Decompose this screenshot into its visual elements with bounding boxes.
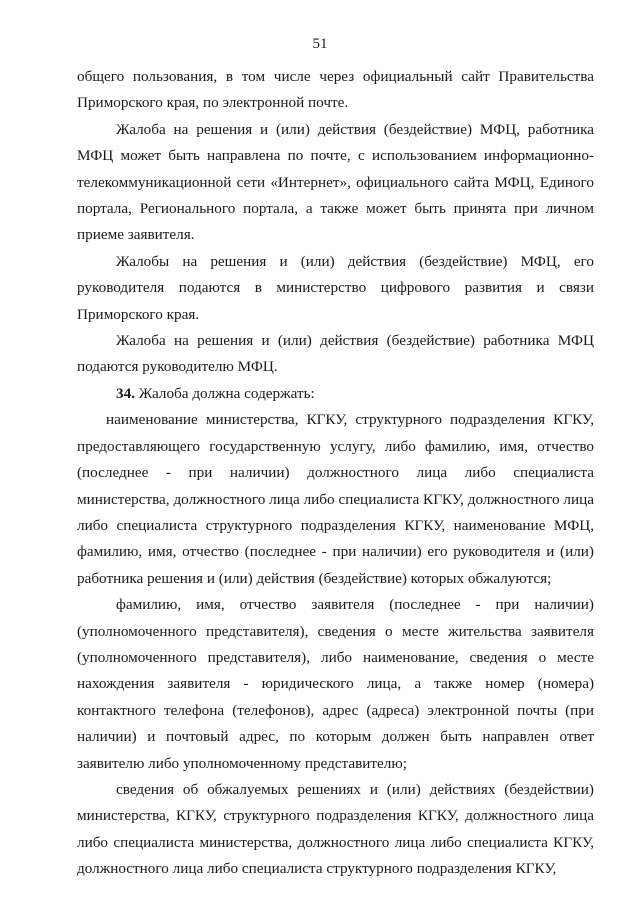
paragraph-complaint-content-name: наименование министерства, КГКУ, структурного подразделения КГКУ, предоставляющего государственную услугу, либо фамилию, имя, отчество (последнее - при наличии) должностного лица либо специалиста министерства, должностного лица либо специалиста КГКУ, должностного лица либо специалиста структурного подразделения КГКУ, наименование МФЦ, фамилию, имя, отчество (последнее - при наличии) его руководителя и (или) работника решения и (или) действия (бездействие) которых обжалуются; bbox=[77, 411, 594, 587]
paragraph-complaint-mfc-worker: Жалоба на решения и (или) действия (бездействие) работника МФЦ подаются руководителю МФЦ. bbox=[77, 332, 594, 376]
paragraph-complaint-mfc-head: Жалобы на решения и (или) действия (бездействие) МФЦ, его руководителя подаются в министерство цифрового развития и связи Приморского края. bbox=[77, 252, 594, 323]
clause-text: Жалоба должна содержать: bbox=[134, 384, 315, 402]
clause-34 bbox=[77, 381, 594, 407]
paragraph-complaint-content-decisions: сведения об обжалуемых решениях и (или) действиях (бездействии) министерства, КГКУ, структурного подразделения КГКУ, должностного лица либо специалиста министерства, должностного лица либо специалиста КГКУ, должностного лица либо специалиста структурного подразделения КГКУ, bbox=[77, 780, 594, 878]
clause-number: 34. bbox=[116, 384, 135, 402]
page-number: 51 bbox=[312, 36, 328, 52]
paragraph-complaint-mfc-channels: Жалоба на решения и (или) действия (бездействие) МФЦ, работника МФЦ может быть направлена по почте, с использованием информационно-телекоммуникационной сети «Интернет», официального сайта МФЦ, Единого портала, Регионального портала, а также может быть принята при личном приеме заявителя. bbox=[77, 120, 594, 244]
document-body bbox=[77, 64, 594, 883]
paragraph-complaint-content-applicant: фамилию, имя, отчество заявителя (последнее - при наличии) (уполномоченного представителя), сведения о месте жительства заявителя (уполномоченного представителя), либо наименование, сведения о месте нахождения заявителя - юридического лица, а также номер (номера) контактного телефона (телефонов), адрес (адреса) электронной почты (при наличии) и почтовый адрес, по которым должен быть направлен ответ заявителю либо уполномоченному представителю; bbox=[77, 596, 594, 772]
paragraph-continuation: общего пользования, в том числе через официальный сайт Правительства Приморского края, по электронной почте. bbox=[77, 68, 594, 112]
